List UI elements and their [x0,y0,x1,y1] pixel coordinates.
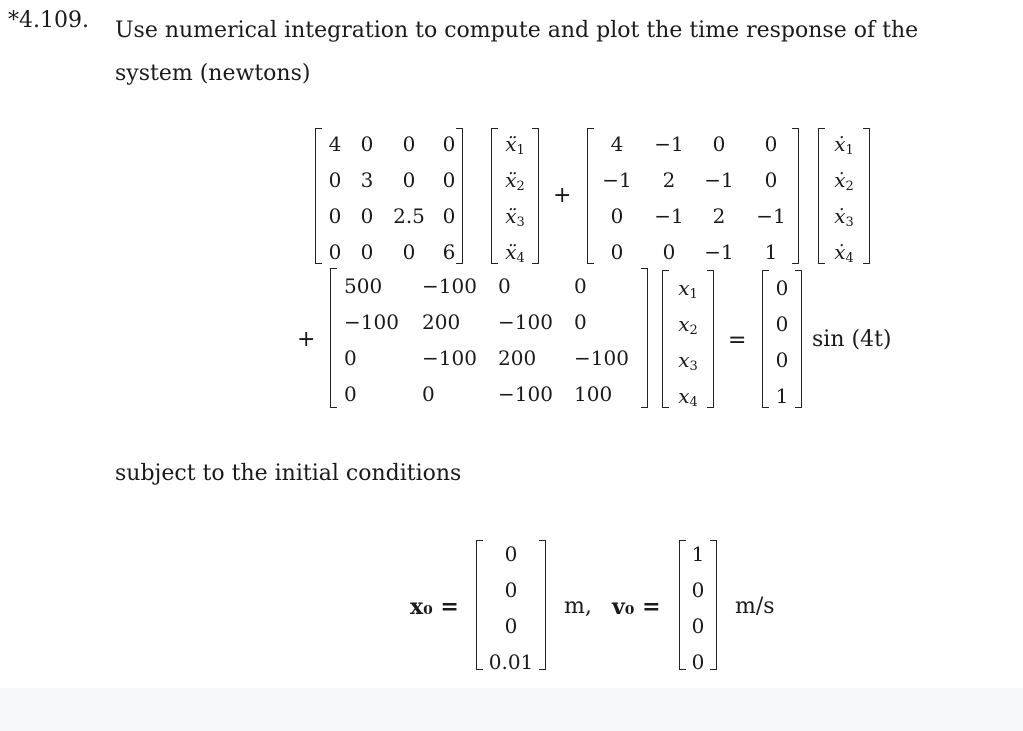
mass_matrix-cell: 0 [360,132,374,156]
stiffness_matrix-cell: −100 [422,274,477,298]
stiffness_matrix-cell: 0 [344,346,357,370]
v0-entry: 0 [691,650,705,674]
mass_matrix-cell: 0 [360,240,374,264]
acceleration-entry: $ẍ_2$ [505,168,525,194]
stiffness_matrix-cell: 0 [498,274,511,298]
mass_matrix-cell: 0 [328,168,342,192]
damping_matrix-cell: 4 [610,132,624,156]
mass_matrix-cell: 3 [360,168,374,192]
force-entry: 0 [775,312,789,336]
v0-label: v₀ = [612,594,661,620]
force-entry: 0 [775,348,789,372]
stiffness_matrix-cell: −100 [422,346,477,370]
x0-entry: 0.01 [488,650,534,674]
damping-matrix [587,128,799,264]
conditions-text: subject to the initial conditions [115,461,462,486]
stiffness_matrix-cell: 200 [422,310,461,334]
v0-entry: 1 [691,542,705,566]
stiffness_matrix-cell: 0 [344,382,357,406]
acceleration-vector [491,128,539,264]
stiffness-matrix [330,268,648,408]
v0-vector [679,540,717,674]
force-entry: 1 [775,384,789,408]
damping_matrix-cell: 0 [662,240,676,264]
damping_matrix-cell: −1 [704,168,734,192]
damping_matrix-cell: 0 [712,132,726,156]
damping_matrix-cell: 1 [764,240,778,264]
problem-number: *4.109. [8,8,89,33]
stiffness_matrix-cell: 200 [498,346,537,370]
stiffness_matrix-cell: −100 [498,310,553,334]
page-footer-bar [0,688,1023,731]
mass_matrix-cell: 0 [402,168,416,192]
damping_matrix-cell: 0 [764,132,778,156]
mass_matrix-cell: 2.5 [393,204,425,228]
damping_matrix-cell: 0 [610,204,624,228]
displacement-vector [662,270,714,408]
stiffness_matrix-cell: −100 [344,310,399,334]
velocity-vector [818,128,870,264]
acceleration-entry: $ẍ_4$ [505,240,525,266]
v0-unit: m/s [735,594,775,619]
force-vector [762,270,802,408]
stiffness_matrix-cell: 0 [574,274,587,298]
damping_matrix-cell: −1 [654,132,684,156]
x0-entry: 0 [504,578,518,602]
plus-sign-2: + [297,327,316,352]
damping_matrix-cell: 0 [610,240,624,264]
mass_matrix-cell: 0 [402,240,416,264]
mass_matrix-cell: 0 [442,204,456,228]
x0-entry: 0 [504,542,518,566]
damping_matrix-cell: 2 [712,204,726,228]
forcing-function: sin (4t) [812,327,892,352]
equals-sign: = [728,328,747,353]
stiffness_matrix-cell: 0 [574,310,587,334]
stiffness_matrix-cell: −100 [498,382,553,406]
mass_matrix-cell: 0 [442,132,456,156]
mass_matrix-cell: 0 [402,132,416,156]
x0-vector [476,540,546,674]
displacement-entry: $x_4$ [678,384,698,410]
stiffness_matrix-cell: 100 [574,382,613,406]
damping_matrix-cell: −1 [704,240,734,264]
damping_matrix-cell: 2 [662,168,676,192]
mass_matrix-cell: 0 [360,204,374,228]
stiffness_matrix-cell: 500 [344,274,383,298]
stiffness_matrix-cell: −100 [574,346,629,370]
acceleration-entry: $ẍ_3$ [505,204,525,230]
v0-entry: 0 [691,614,705,638]
x0-entry: 0 [504,614,518,638]
acceleration-entry: $ẍ_1$ [505,132,525,158]
damping_matrix-cell: −1 [654,204,684,228]
x0-unit: m, [564,594,592,619]
mass-matrix [315,128,463,264]
mass_matrix-cell: 4 [328,132,342,156]
displacement-entry: $x_3$ [678,348,698,374]
stiffness_matrix-cell: 0 [422,382,435,406]
x0-label: x₀ = [410,594,459,620]
velocity-entry: $ẋ_3$ [834,204,854,230]
displacement-entry: $x_2$ [678,312,698,338]
displacement-entry: $x_1$ [678,276,698,302]
damping_matrix-cell: −1 [756,204,786,228]
mass_matrix-cell: 6 [442,240,456,264]
velocity-entry: $ẋ_4$ [834,240,854,266]
plus-sign-1: + [553,183,572,208]
force-entry: 0 [775,276,789,300]
velocity-entry: $ẋ_2$ [834,168,854,194]
velocity-entry: $ẋ_1$ [834,132,854,158]
problem-statement: Use numerical integration to compute and plot the time response of the system (newtons) [115,18,919,86]
damping_matrix-cell: −1 [602,168,632,192]
damping_matrix-cell: 0 [764,168,778,192]
mass_matrix-cell: 0 [442,168,456,192]
v0-entry: 0 [691,578,705,602]
mass_matrix-cell: 0 [328,204,342,228]
mass_matrix-cell: 0 [328,240,342,264]
